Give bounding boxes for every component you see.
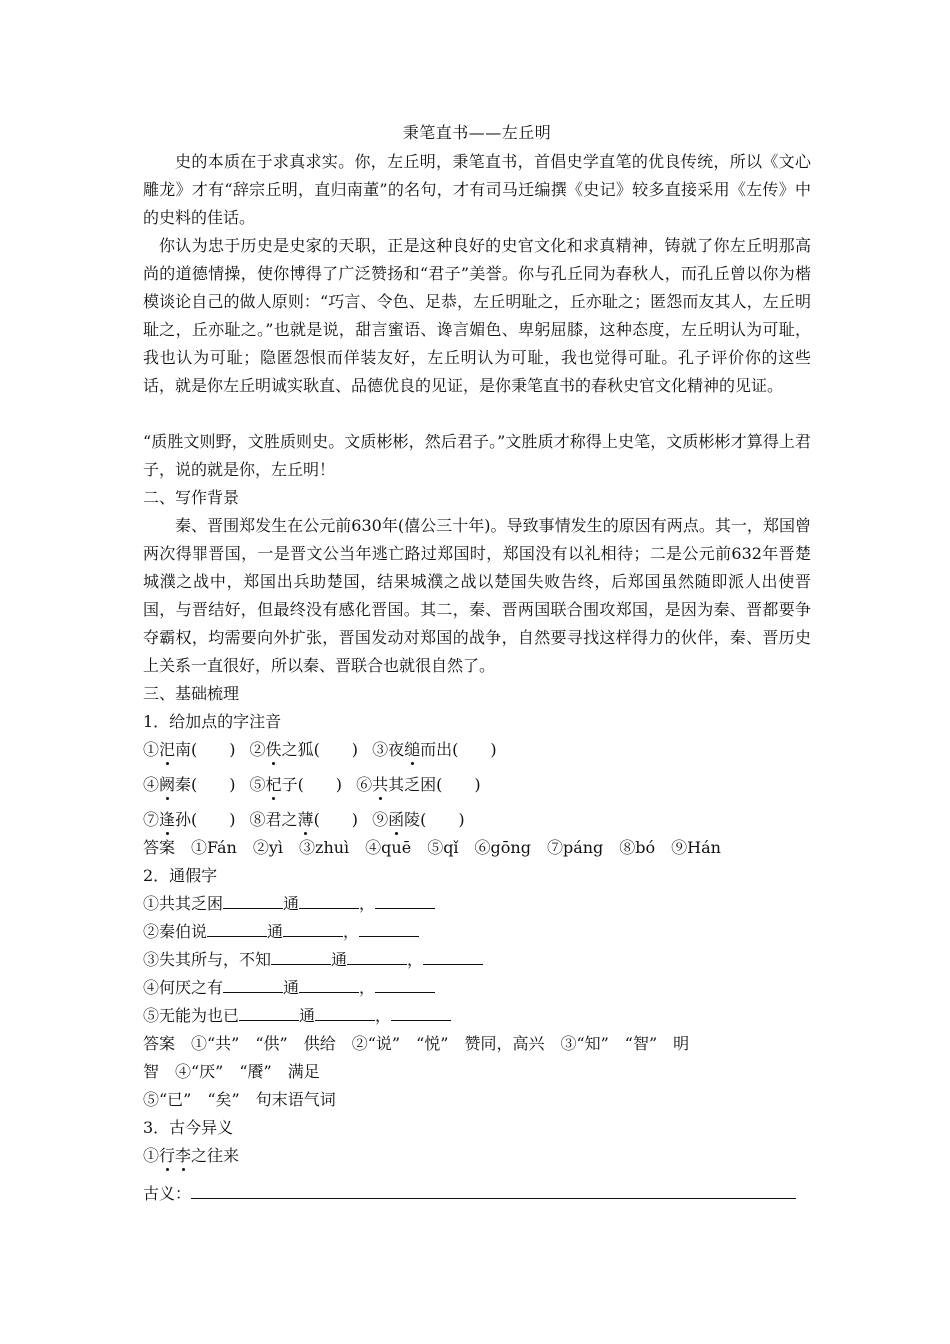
- item-text: ，: [359, 978, 376, 997]
- section-heading-basics: 三、基础梳理: [143, 684, 240, 703]
- item-text: ②秦伯说: [143, 922, 208, 941]
- phonetic-row-2: [143, 771, 481, 799]
- answer-phonetics: 答案 ①Fán ②yì ③zhuì ④quē ⑤qǐ ⑥gōng ⑦páng ⑧bó ⑨Hán: [143, 838, 721, 857]
- section-heading-background: 二、写作背景: [143, 488, 240, 507]
- item-text: ，: [375, 1006, 392, 1025]
- item-text: 通: [331, 950, 348, 969]
- item-text: 通: [283, 894, 300, 913]
- essay-paragraph-3: “质胜文则野，文胜质则史。文质彬彬，然后君子。”文胜质才称得上史笔，文质彬彬才算得上君子，说的就是你，左丘明！: [143, 432, 811, 479]
- tongjia-item-4: [143, 974, 435, 1002]
- item-text: 孙( ): [175, 810, 236, 829]
- dotted-char: 杞: [265, 775, 282, 794]
- gu-yi-line: [143, 1180, 796, 1208]
- question-2-heading: 2．通假字: [143, 866, 218, 885]
- answer-blank[interactable]: [223, 978, 283, 993]
- item-number: ④: [143, 775, 160, 794]
- answer-blank[interactable]: [239, 1006, 299, 1021]
- question-1-heading: 1．给加点的字注音: [143, 712, 282, 731]
- answer-blank[interactable]: [375, 894, 435, 909]
- item-text: 而出( ): [420, 740, 497, 759]
- answer-blank[interactable]: [271, 950, 331, 965]
- dotted-char: 薄: [297, 810, 314, 829]
- dotted-char: 佚: [265, 740, 282, 759]
- item-text: ，: [407, 950, 424, 969]
- answer-blank[interactable]: [223, 894, 283, 909]
- item-text: ，: [359, 894, 376, 913]
- gujin-item-1: [143, 1142, 239, 1170]
- tongjia-item-3: [143, 946, 483, 974]
- item-text: 陵( ): [404, 810, 465, 829]
- item-text: 其乏困( ): [388, 775, 481, 794]
- item-number: ⑦: [143, 810, 160, 829]
- item-text: ⑤无能为也已: [143, 1006, 240, 1025]
- item-number: ⑤: [249, 775, 266, 794]
- answer-blank[interactable]: [359, 922, 419, 937]
- item-number: ⑥: [356, 775, 373, 794]
- gu-yi-answer-line[interactable]: [191, 1184, 796, 1199]
- answer-blank[interactable]: [423, 950, 483, 965]
- item-text: 之往来: [191, 1146, 240, 1165]
- dotted-char: 缒: [404, 740, 421, 759]
- answer-tongjia-line-1: 答案 ①“共” “供” 供给 ②“说” “悦” 赞同，高兴 ③“知” “智” 明: [143, 1034, 690, 1053]
- item-text: 之狐( ): [281, 740, 359, 759]
- background-paragraph: 秦、晋围郑发生在公元前630年(僖公三十年)。导致事情发生的原因有两点。其一，郑国曾两次得罪晋国，一是晋文公当年逃亡路过郑国时，郑国没有以礼相待；二是公元前632年晋楚城濮之战中，郑国出兵助楚国，结果城濮之战以楚国失败告终，后郑国虽然随即派人出使晋国，与晋结好，但最终没有感化晋国。其二，秦、晋两国联合围攻郑国，是因为秦、晋都要争夺霸权，均需要向外扩张，晋国发动对郑国的战争，自然要寻找这样得力的伙伴，秦、晋历史上关系一直很好，所以秦、晋联合也就很自然了。: [143, 516, 811, 675]
- item-text: ①共其乏困: [143, 894, 224, 913]
- item-number: ⑨: [372, 810, 389, 829]
- question-3-heading: 3．古今异义: [143, 1118, 234, 1137]
- dotted-char: 共: [372, 775, 389, 794]
- item-text: ⑧君之: [249, 810, 298, 829]
- answer-tongjia-line-2: 智 ④“厌” “餍” 满足: [143, 1062, 320, 1081]
- answer-blank[interactable]: [375, 978, 435, 993]
- item-text: 子( ): [281, 775, 343, 794]
- answer-blank[interactable]: [315, 1006, 375, 1021]
- dotted-char: 逢: [159, 810, 176, 829]
- page-title: 秉笔直书——左丘明: [402, 123, 552, 142]
- dotted-char: 阙: [159, 775, 176, 794]
- answer-blank[interactable]: [299, 978, 359, 993]
- tongjia-item-2: [143, 918, 419, 946]
- dotted-char: 汜: [159, 740, 176, 759]
- phonetic-row-3: [143, 806, 465, 834]
- item-number: ②: [249, 740, 266, 759]
- item-text: ④何厌之有: [143, 978, 224, 997]
- answer-blank[interactable]: [347, 950, 407, 965]
- item-text: ③失其所与，不知: [143, 950, 272, 969]
- item-text: 通: [267, 922, 284, 941]
- item-text: 通: [299, 1006, 316, 1025]
- dotted-char: 函: [388, 810, 405, 829]
- item-text: 南( ): [175, 740, 236, 759]
- answer-blank[interactable]: [283, 922, 343, 937]
- answer-blank[interactable]: [299, 894, 359, 909]
- phonetic-row-1: [143, 736, 497, 764]
- dotted-char: 李: [175, 1146, 192, 1165]
- item-number: ①: [143, 740, 160, 759]
- answer-blank[interactable]: [207, 922, 267, 937]
- dotted-char: 行: [159, 1146, 176, 1165]
- essay-paragraph-2: 你认为忠于历史是史家的天职，正是这种良好的史官文化和求真精神，铸就了你左丘明那高尚的道德情操，使你博得了广泛赞扬和“君子”美誉。你与孔丘同为春秋人，而孔丘曾以你为楷模谈论自己的做人原则：“巧言、令色、足恭，左丘明耻之，丘亦耻之；匿怨而友其人，左丘明耻之，丘亦耻之。”也就是说，甜言蜜语、谗言媚色、卑躬屈膝，这种态度，左丘明认为可耻，我也认为可耻；隐匿怨恨而佯装友好，左丘明认为可耻，我也觉得可耻。孔子评价你的这些话，就是你左丘明诚实耿直、品德优良的见证，是你秉笔直书的春秋史官文化精神的见证。: [143, 236, 811, 395]
- tongjia-item-1: [143, 890, 435, 918]
- answer-blank[interactable]: [391, 1006, 451, 1021]
- item-text: 通: [283, 978, 300, 997]
- essay-paragraph-1: 史的本质在于求真求实。你，左丘明，秉笔直书，首倡史学直笔的优良传统，所以《文心雕龙》才有“辞宗丘明，直归南董”的名句，才有司马迁编撰《史记》较多直接采用《左传》中的史料的佳话。: [143, 152, 811, 227]
- item-number: ①: [143, 1146, 160, 1165]
- item-text: 秦( ): [175, 775, 236, 794]
- item-text: ( ): [313, 810, 359, 829]
- item-text: ③夜: [372, 740, 405, 759]
- item-text: ，: [343, 922, 360, 941]
- gu-yi-label: 古义：: [143, 1184, 192, 1203]
- answer-tongjia-line-3: ⑤“已” “矣” 句末语气词: [143, 1090, 336, 1109]
- tongjia-item-5: [143, 1002, 451, 1030]
